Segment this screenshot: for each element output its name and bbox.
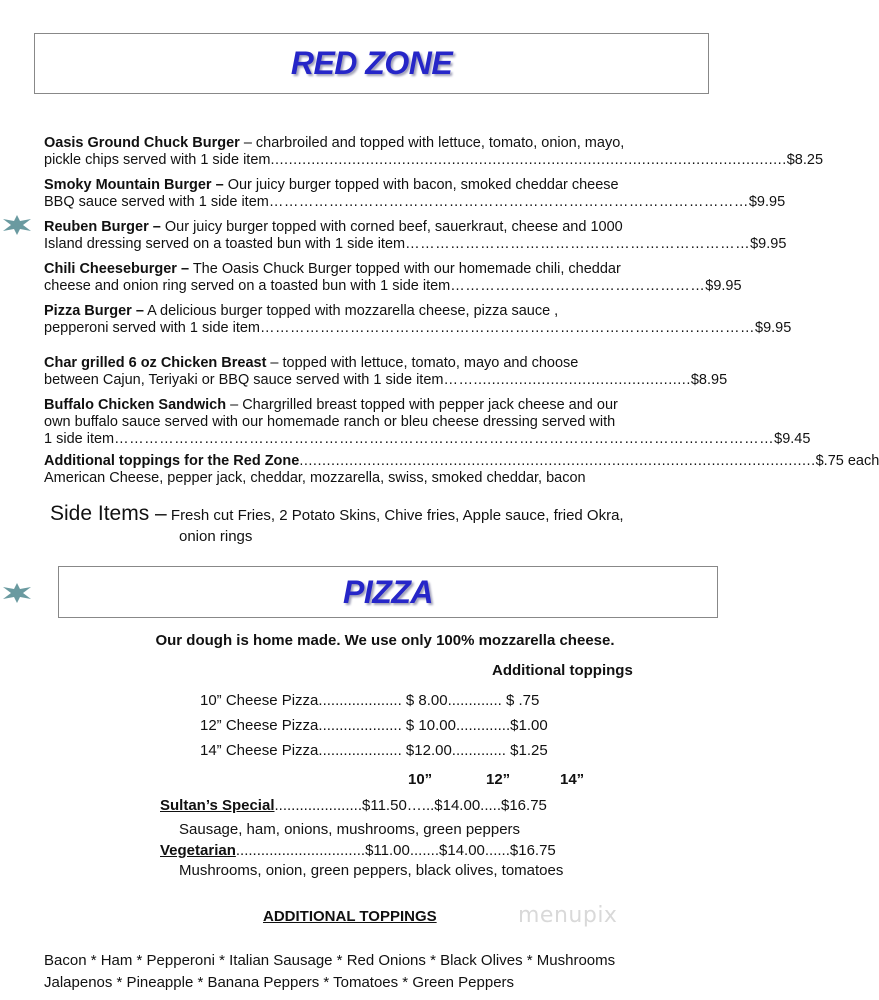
dough-note: Our dough is home made. We use only 100% mozzarella cheese. — [155, 632, 615, 649]
item-desc: pickle chips served with 1 side item — [44, 152, 271, 168]
item-desc: A delicious burger topped with mozzarella cheese, pizza sauce , — [143, 303, 559, 319]
additional-toppings-heading: ADDITIONAL TOPPINGS — [263, 908, 437, 925]
special-name: Sultan’s Special — [160, 797, 275, 814]
item-desc: 1 side item — [44, 431, 115, 447]
special-vegetarian — [160, 842, 556, 859]
item-name: Reuben Burger – — [44, 219, 161, 235]
side-items-line: Fresh cut Fries, 2 Potato Skins, Chive fries, Apple sauce, fried Okra, — [166, 507, 624, 524]
item-desc: – topped with lettuce, tomato, mayo and choose — [266, 355, 579, 371]
toppings-price: $.75 each — [815, 453, 879, 469]
side-items — [50, 502, 730, 545]
menu-item-smoky-mountain-burger: Smoky Mountain Burger – Our juicy burger topped with bacon, smoked cheddar cheese BBQ sauce served with 1 side item …………………………………………………………………………………… $9.95 — [44, 177, 786, 210]
item-desc: – charbroiled and topped with lettuce, tomato, onion, mayo, — [239, 135, 625, 151]
menu-item-chicken-breast: Char grilled 6 oz Chicken Breast – topped with lettuce, tomato, mayo and choose between Cajun, Teriyaki or BBQ sauce served with 1 side item ……................................................ $8.95 — [44, 355, 728, 388]
star-icon — [0, 214, 34, 236]
item-price: $8.95 — [690, 372, 728, 388]
size-header: 12” — [486, 771, 511, 788]
menu-item-reuben-burger: Reuben Burger – Our juicy burger topped with corned beef, sauerkraut, cheese and 1000 Island dressing served on a toasted bun with 1 side item …………………………………………………………… $9.95 — [44, 219, 787, 252]
toppings-line: Jalapenos * Pineapple * Banana Peppers * Tomatoes * Green Peppers — [44, 974, 515, 991]
size-header: 14” — [560, 771, 585, 788]
item-desc: The Oasis Chuck Burger topped with our homemade chili, cheddar — [189, 261, 621, 277]
red-zone-title: RED ZONE — [290, 45, 453, 81]
red-zone-toppings: Additional toppings for the Red Zone .................................................................................................................. $.75 each American Cheese, pepper jack, cheddar, mozzarella, swiss, smoked cheddar, bacon — [44, 453, 879, 486]
item-price: $8.25 — [786, 152, 824, 168]
star-icon — [0, 582, 34, 604]
special-name: Vegetarian — [160, 842, 236, 859]
special-desc: Mushrooms, onion, green peppers, black olives, tomatoes — [179, 862, 564, 879]
size-header: 10” — [408, 771, 433, 788]
item-name: Char grilled 6 oz Chicken Breast — [44, 355, 267, 371]
item-name: Oasis Ground Chuck Burger — [44, 135, 240, 151]
toppings-line: Bacon * Ham * Pepperoni * Italian Sausage * Red Onions * Black Olives * Mushrooms — [44, 952, 616, 969]
menu-item-chili-cheeseburger: Chili Cheeseburger – The Oasis Chuck Burger topped with our homemade chili, cheddar cheese and onion ring served on a toasted bun with 1 side item …………………………………………… $9.95 — [44, 261, 742, 294]
special-prices: ...............................$11.00.......$14.00......$16.75 — [235, 842, 556, 859]
item-desc: Our juicy burger topped with corned beef, sauerkraut, cheese and 1000 — [160, 219, 623, 235]
item-desc: Our juicy burger topped with bacon, smoked cheddar cheese — [223, 177, 619, 193]
side-items-line: onion rings — [179, 528, 253, 545]
toppings-label: Additional toppings for the Red Zone — [44, 453, 300, 469]
side-items-label: Side Items – — [50, 502, 167, 525]
toppings-list: American Cheese, pepper jack, cheddar, mozzarella, swiss, smoked cheddar, bacon — [44, 470, 586, 486]
item-price: $9.95 — [755, 320, 792, 336]
watermark: menupix — [518, 903, 618, 928]
item-name: Smoky Mountain Burger – — [44, 177, 224, 193]
additional-toppings-list — [44, 950, 615, 994]
pizza-title: PIZZA — [343, 573, 433, 610]
menu-item-oasis-burger: Oasis Ground Chuck Burger – charbroiled and topped with lettuce, tomato, onion, mayo, pickle chips served with 1 side item .................................................................................................................. $8.25 — [44, 135, 824, 168]
special-desc: Sausage, ham, onions, mushrooms, green peppers — [179, 821, 521, 838]
item-desc: BBQ sauce served with 1 side item — [44, 194, 269, 210]
cheese-pizza-row: 10” Cheese Pizza.................... $ 8.00............. $ .75 — [200, 692, 540, 709]
item-name: Buffalo Chicken Sandwich — [44, 397, 227, 413]
item-price: $9.45 — [774, 431, 811, 447]
item-name: Chili Cheeseburger – — [44, 261, 190, 277]
item-price: $9.95 — [748, 194, 786, 210]
item-price: $9.95 — [705, 278, 742, 294]
item-desc: – Chargrilled breast topped with pepper jack cheese and our — [226, 397, 618, 413]
red-zone-title-box — [34, 33, 709, 94]
item-name: Pizza Burger – — [44, 303, 144, 319]
item-price: $9.95 — [750, 236, 787, 252]
item-desc: between Cajun, Teriyaki or BBQ sauce served with 1 side item — [44, 372, 444, 388]
item-desc: Island dressing served on a toasted bun with 1 side item — [44, 236, 406, 252]
menu-item-buffalo-chicken-sandwich: Buffalo Chicken Sandwich – Chargrilled breast topped with pepper jack cheese and our own buffalo sauce served with our homemade ranch or bleu cheese dressing served with 1 side item …………………………………………………………………………………………………………………… $9.45 — [44, 397, 811, 447]
special-sultan — [160, 797, 547, 814]
item-desc: cheese and onion ring served on a toasted bun with 1 side item — [44, 278, 451, 294]
additional-toppings-label: Additional toppings — [492, 662, 633, 679]
cheese-pizza-row: 14” Cheese Pizza.................... $12.00............. $1.25 — [200, 742, 548, 759]
menu-item-pizza-burger: Pizza Burger – A delicious burger topped with mozzarella cheese, pizza sauce , pepperoni served with 1 side item ……………………………………………………………………………………… $9.95 — [44, 303, 792, 336]
pizza-title-box — [58, 566, 718, 618]
item-desc: own buffalo sauce served with our homemade ranch or bleu cheese dressing served with — [44, 414, 616, 430]
cheese-pizza-row: 12” Cheese Pizza.................... $ 10.00.............$1.00 — [200, 717, 548, 734]
special-prices: .....................$11.50…...$14.00.....$16.75 — [274, 797, 547, 814]
item-desc: pepperoni served with 1 side item — [44, 320, 261, 336]
